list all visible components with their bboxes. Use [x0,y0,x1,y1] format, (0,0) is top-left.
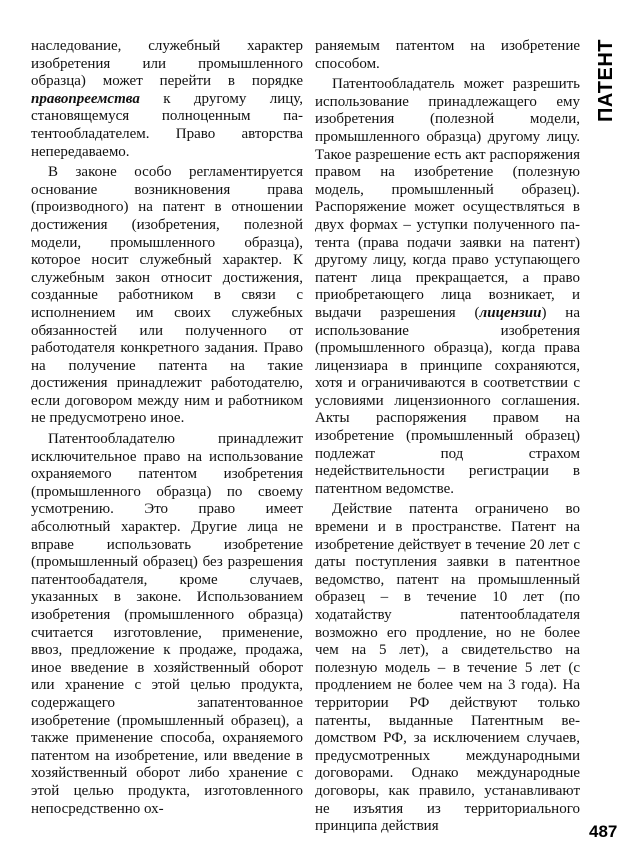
emphasis-term-succession: правопреемства [31,90,140,107]
left-paragraph-1 [31,38,303,161]
right-paragraph-2-text-a: Патентообладатель может разрешить использование принадлежащего ему изобретения (полезной модели, промышленного образца) другому лицу. Такое разрешение есть акт распоряжения правом на изобретение (полезную модель, промышленный образец). Распоряжение может осуществляться в двух формах – уступки полученного патента (права подачи заявки на патент) другому лицу, когда право уступающего патент лица прекращается, а право приобретающего лица возникает, и выдачи разрешения ( [315,76,580,321]
section-title: ПАТЕНТ [595,38,618,122]
right-paragraph-1: раняемым патентом на изобретение способом. [315,38,580,72]
left-paragraph-3: Патентообладателю принадлежит исключительное право на использование охраняемого патентом изобретения (промышленного образца) по своему усмотрению. Это право имеет абсолютный характер. Другие лица не вправе использовать изобретение (промышленный образец) без разрешения патентообадателя, кроме случаев, указанных в законе. Использованием изобретения (промышленного образца) считается изготовление, применение, ввоз, предложение к продаже, продажа, иное введение в хозяйственный оборот или хранение с этой целью продукта, содержащего запатентованное изобретение (промышленный образец), а также применение способа, охраняемого патентом на изобретение, или введение в хозяйственный оборот либо хранение с этой целью продукта, изготовленного непосредственно ох- [31,431,303,817]
running-head-title [596,32,618,128]
emphasis-term-license: лицензии [479,304,542,321]
right-paragraph-2 [315,76,580,498]
left-paragraph-2: В законе особо регламентируется основание возникновения права (производного) на патент в отношении достижения (изобретения, полезной модели, промышленного образца), которое носит служебный характер. К служебным закон относит достижения, созданные работником в связи с исполнением им своих служебных обязанностей или полученного от работодателя конкретного задания. Право на получение патента на такие достижения принадлежит работодателю, если договором между ним и работником не предусмотрено иное. [31,164,303,427]
left-paragraph-1-text-a: наследование, служебный характер изобретения или промышленного образца) может перейти в порядке [31,38,303,90]
right-paragraph-3: Действие патента ограничено во времени и в пространстве. Патент на изобретение действует в течение 20 лет с даты поступления заявки в патентное ведомство, патент на промышленный образец – в течение 10 лет (по ходатайству патентообладателя возможно его продление, но не более чем на 5 лет), а свидетельство на полезную модель – в течение 5 лет (с продлением не более чем на 3 года). На территории РФ действуют только патенты, выданные Патентным ведомством РФ, за исключением случаев, предусмотренных международными договорами. Однако международные договоры, как правило, устанавливают не изъятия из территориального принципа действия [315,501,580,835]
right-paragraph-2-text-b: ) на использование изобретения (промышленного образца), когда права лицензиара в принципе сохраняются, хотя и ограничиваются в соответствии с условиями лицензионного соглашения. Акты распоряжения правом на изобретение (промышленный образец) подлежат под страхом недействительности регистрации в патентном ведомстве. [315,304,580,497]
page-number: 487 [589,822,618,841]
left-text-column [31,38,303,818]
left-paragraph-1-text-b: к другому лицу, становящемуся полноценным патентообладателем. Право авторства непередаваемо. [31,90,303,160]
right-text-column [315,38,580,836]
